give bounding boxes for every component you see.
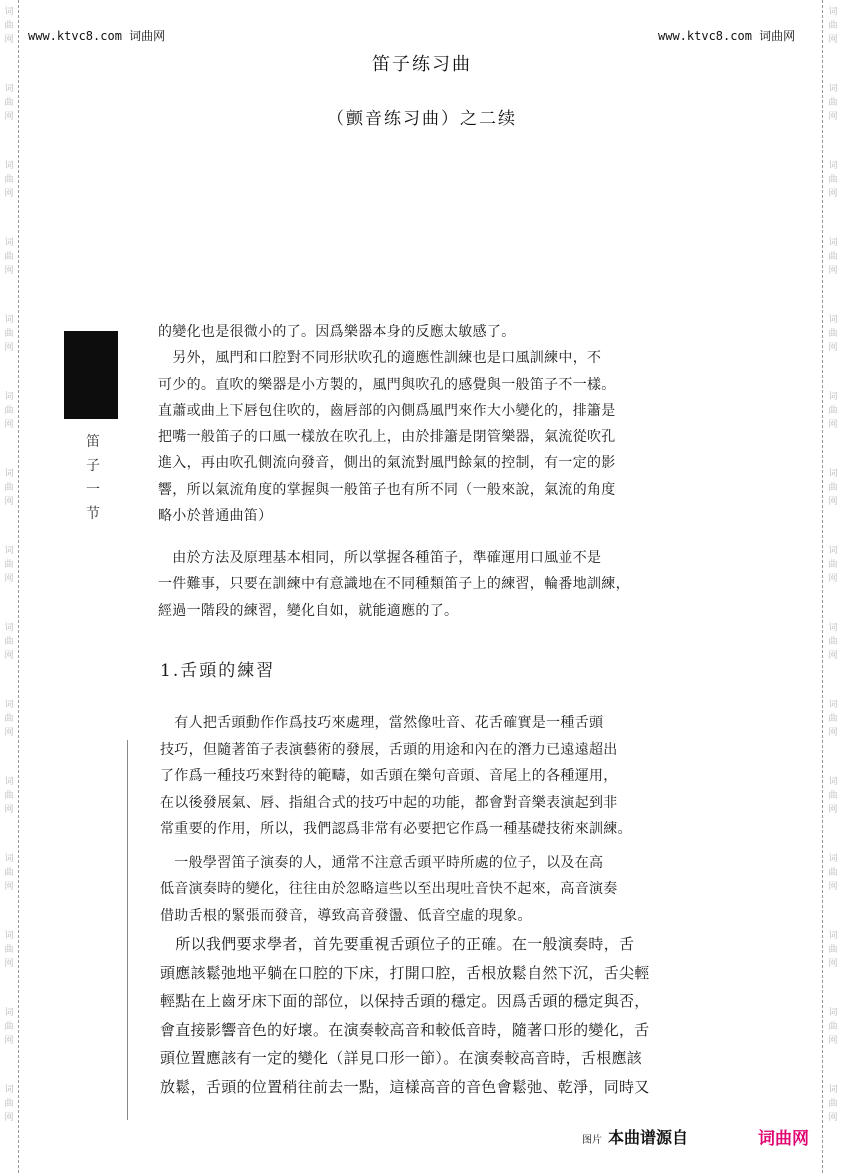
side-watermark: 词曲网 xyxy=(828,854,838,892)
side-watermark: 词曲网 xyxy=(4,392,14,430)
side-chapter-tab xyxy=(84,430,102,526)
side-watermark: 词曲网 xyxy=(828,1085,838,1123)
header-url: www.ktvc8.com xyxy=(658,29,752,43)
paragraph-5 xyxy=(160,930,760,1101)
side-watermark: 词曲网 xyxy=(4,84,14,122)
side-watermark: 词曲网 xyxy=(828,546,838,584)
side-watermark: 词曲网 xyxy=(828,777,838,815)
page-border-left xyxy=(18,0,19,1173)
text-line: 一件難事，只要在訓練中有意識地在不同種類笛子上的練習，輪番地訓練， xyxy=(158,576,630,593)
header-watermark-left xyxy=(28,27,165,44)
scan-black-block xyxy=(64,331,118,419)
header-url: www.ktvc8.com xyxy=(28,29,122,43)
text-line: 技巧，但隨著笛子表演藝術的發展，舌頭的用途和內在的潛力已遠遠超出 xyxy=(160,741,618,758)
side-watermark: 词曲网 xyxy=(4,623,14,661)
header-watermark-right xyxy=(658,27,795,44)
side-watermark: 词曲网 xyxy=(4,931,14,969)
text-line: 的變化也是很微小的了。因爲樂器本身的反應太敏感了。 xyxy=(158,324,516,340)
text-line: 低音演奏時的變化，往往由於忽略這些以至出現吐音快不起來，高音演奏 xyxy=(160,881,618,898)
text-line: 可少的。直吹的樂器是小方製的，風門與吹孔的感覺與一般笛子不一樣。 xyxy=(158,376,616,393)
paragraph-1 xyxy=(158,319,758,529)
text-line: 直蕭或曲上下唇包住吹的，齒唇部的內側爲風門來作大小變化的，排簫是 xyxy=(158,402,616,419)
text-line: 頭位置應該有一定的變化（詳見口形一節）。在演奏較高音時，舌根應該 xyxy=(160,1049,643,1067)
side-tab-char: 笛 xyxy=(86,434,100,450)
side-watermark: 词曲网 xyxy=(4,238,14,276)
paragraph-3 xyxy=(160,710,760,843)
side-watermark: 词曲网 xyxy=(828,931,838,969)
side-watermark: 词曲网 xyxy=(828,623,838,661)
side-watermark: 词曲网 xyxy=(4,7,14,45)
side-watermark: 词曲网 xyxy=(4,469,14,507)
text-line: 常重要的作用，所以，我們認爲非常有必要把它作爲一種基礎技術來訓練。 xyxy=(160,821,632,838)
text-line: 響，所以氣流角度的掌握與一般笛子也有所不同（一般來說，氣流的角度 xyxy=(158,481,616,498)
side-watermark: 词曲网 xyxy=(4,700,14,738)
side-watermark: 词曲网 xyxy=(828,700,838,738)
side-watermark: 词曲网 xyxy=(828,469,838,507)
side-watermark: 词曲网 xyxy=(828,238,838,276)
paragraph-2 xyxy=(158,545,758,624)
side-tab-char: 子 xyxy=(86,458,100,474)
side-watermark: 词曲网 xyxy=(4,854,14,892)
text-line: 了作爲一種技巧來對待的範疇，如舌頭在樂句音頭、音尾上的各種運用， xyxy=(160,768,618,785)
text-line: 經過一階段的練習，變化自如，就能適應的了。 xyxy=(158,602,459,619)
text-line: 由於方法及原理基本相同，所以掌握各種笛子，準確運用口風並不是 xyxy=(158,550,602,566)
text-line: 借助舌根的緊張而發音，導致高音發盪、低音空虛的現象。 xyxy=(160,907,532,924)
side-watermark: 词曲网 xyxy=(828,392,838,430)
section-heading: 1.舌頭的練習 xyxy=(160,661,276,681)
paragraph-4 xyxy=(160,850,760,929)
text-line: 另外，風門和口腔對不同形狀吹孔的適應性訓練也是口風訓練中，不 xyxy=(158,350,602,367)
header-site-name: 词曲网 xyxy=(759,29,796,43)
side-tab-char: 一 xyxy=(86,482,100,498)
footer-source-label xyxy=(582,1125,688,1148)
text-line: 略小於普通曲笛） xyxy=(158,508,273,525)
side-watermark: 词曲网 xyxy=(828,161,838,199)
text-line: 所以我們要求學者，首先要重視舌頭位子的正確。在一般演奏時，舌 xyxy=(160,935,635,953)
footer-prefix: 图片 xyxy=(582,1135,602,1146)
document-subtitle: （颤音练习曲）之二续 xyxy=(327,109,517,129)
text-line: 在以後發展氣、唇、指組合式的技巧中起的功能，都會對音樂表演起到非 xyxy=(160,794,618,811)
text-line: 輕點在上齒牙床下面的部位，以保持舌頭的穩定。因爲舌頭的穩定與否， xyxy=(160,992,650,1010)
side-watermark: 词曲网 xyxy=(828,7,838,45)
footer-brand-link[interactable]: 词曲网 xyxy=(758,1129,809,1149)
page-border-right xyxy=(822,0,823,1173)
footer-source-text: 本曲谱源自 xyxy=(608,1128,689,1147)
side-watermark: 词曲网 xyxy=(828,315,838,353)
side-watermark: 词曲网 xyxy=(828,1008,838,1046)
text-line: 頭應該鬆弛地平躺在口腔的下床，打開口腔，舌根放鬆自然下沉，舌尖輕 xyxy=(160,963,650,982)
document-title: 笛子练习曲 xyxy=(372,54,472,75)
side-watermark: 词曲网 xyxy=(4,1085,14,1123)
text-line: 會直接影響音色的好壞。在演奏較高音和較低音時，隨著口形的變化，舌 xyxy=(160,1020,650,1039)
side-watermark: 词曲网 xyxy=(828,84,838,122)
side-watermark: 词曲网 xyxy=(4,315,14,353)
side-watermark: 词曲网 xyxy=(4,546,14,584)
side-watermark: 词曲网 xyxy=(4,161,14,199)
text-line: 有人把舌頭動作作爲技巧來處理，當然像吐音、花舌確實是一種舌頭 xyxy=(160,715,604,731)
side-watermark: 词曲网 xyxy=(4,1008,14,1046)
side-tab-char: 节 xyxy=(86,506,100,522)
text-line: 放鬆，舌頭的位置稍往前去一點，這樣高音的音色會鬆弛、乾淨，同時又 xyxy=(160,1077,650,1096)
side-watermark: 词曲网 xyxy=(4,777,14,815)
text-line: 一般學習笛子演奏的人，通常不注意舌頭平時所處的位子，以及在高 xyxy=(160,855,604,871)
margin-rule xyxy=(127,740,128,1120)
text-line: 把嘴一般笛子的口風一樣放在吹孔上，由於排簫是閉管樂器，氣流從吹孔 xyxy=(158,429,616,446)
header-site-name: 词曲网 xyxy=(129,29,166,43)
text-line: 進入，再由吹孔側流向發音，側出的氣流對風門餘氣的控制，有一定的影 xyxy=(158,455,616,472)
